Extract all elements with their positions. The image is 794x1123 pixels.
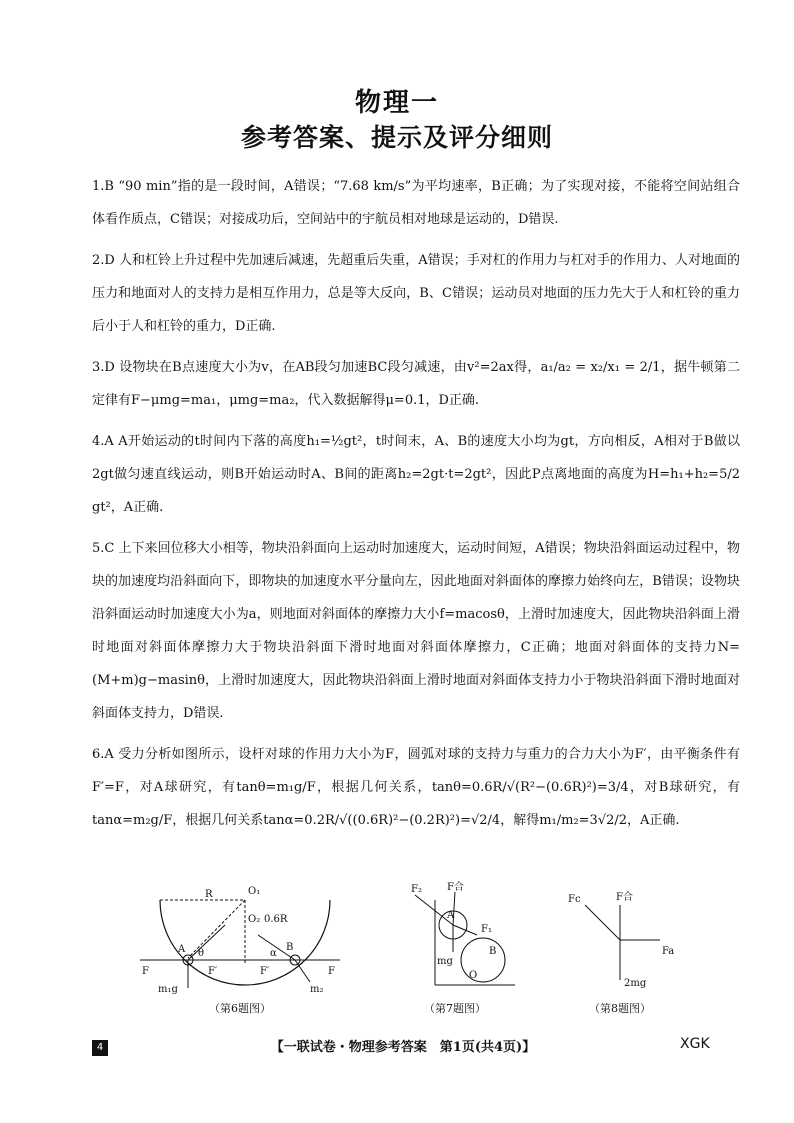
label-F-right: F [328,966,335,977]
answer-item-3 [92,351,740,417]
answer-list [92,170,740,845]
answer-item-5 [92,532,740,730]
figure-6-caption: （第6题图） [209,1002,271,1015]
label-2mg: 2mg [624,978,647,989]
page-title: 物理一 [354,88,439,118]
label-mg: mg [437,956,453,967]
label-B: B [489,946,497,957]
answer-text: 5.C 上下来回位移大小相等，物块沿斜面向上运动时加速度大，运动时间短，A错误；物块沿斜面运动过程中，物块的加速度均沿斜面向下，即物块的加速度水平分量向左，因此地面对斜面体的摩擦力始终向左，B错误；设物块沿斜面运动时加速度大小为a，则地面对斜面体的摩擦力大小f=macosθ，上滑时加速度大，因此物块沿斜面上滑时地面对斜面体摩擦力大于物块沿斜面下滑时地面对斜面体摩擦力，C正确；地面对斜面体的支持力N=(M+m)g−masinθ，上滑时加速度大，因此物块沿斜面上滑时地面对斜面体支持力小于物块沿斜面下滑时地面对斜面体支持力，D错误. [92,541,740,721]
label-Fhe: F合 [616,892,633,903]
label-F2: F₂ [411,884,422,895]
figure-row [140,880,700,1020]
figure-7-diagram [385,880,525,998]
label-Fprime-1: F′ [208,966,218,977]
label-F1: F₁ [481,924,492,935]
label-F-left: F [142,966,149,977]
page-subtitle: 参考答案、提示及评分细则 [240,123,553,152]
label-Fprime-2: F′ [260,966,270,977]
label-O: O [469,970,478,981]
answer-text: 4.A A开始运动的t时间内下落的高度h₁=½gt²，t时间末，A、B的速度大小均为gt，方向相反，A相对于B做以2gt做匀速直线运动，则B开始运动时A、B间的距离h₂=2gt·t=2gt²，因此P点离地面的高度为H=h₁+h₂=5/2 gt²，A正确. [92,434,740,515]
label-m2: m₂ [310,984,324,995]
answer-item-6 [92,738,740,837]
footer-title: 【一联试卷・物理参考答案 第1页(共4页)】 [270,1040,536,1055]
figure-6-diagram [140,880,340,998]
figure-6 [140,880,340,1016]
figure-8-diagram [560,880,680,998]
figure-7 [385,880,525,1016]
answer-text: 3.D 设物块在B点速度大小为v，在AB段匀加速BC段匀减速，由v²=2ax得，a₁/a₂ = x₂/x₁ = 2/1，据牛顿第二定律有F−μmg=ma₁，μmg=ma₂，代入数据解得μ=0.1，D正确. [92,360,740,408]
label-B: B [286,942,294,953]
page-marker: 4 [92,1040,108,1056]
label-0-6R: 0.6R [264,914,288,925]
label-O2: O₂ [248,914,261,925]
answer-item-1 [92,170,740,236]
label-A: A [178,944,186,955]
footer-code: XGK [680,1036,710,1052]
answer-text: 6.A 受力分析如图所示，设杆对球的作用力大小为F，圆弧对球的支持力与重力的合力大小为F′，由平衡条件有F′=F，对A球研究，有tanθ=m₁g/F，根据几何关系，tanθ=0.6R/√(R²−(0.6R)²)=3/4，对B球研究，有tanα=m₂g/F，根据几何关系tanα=0.2R/√((0.6R)²−(0.2R)²)=√2/4，解得m₁/m₂=3√2/2，A正确. [92,747,740,828]
figure-7-caption: （第7题图） [424,1002,486,1015]
answer-item-4 [92,425,740,524]
label-O1: O₁ [248,886,261,897]
label-Fa: Fa [662,946,675,957]
label-alpha: α [270,948,277,959]
figure-8-caption: （第8题图） [589,1002,651,1015]
label-Fc: Fc [568,894,581,905]
answer-text: 2.D 人和杠铃上升过程中先加速后减速，先超重后失重，A错误；手对杠的作用力与杠对手的作用力、人对地面的压力和地面对人的支持力是相互作用力，总是等大反向，B、C错误；运动员对地面的压力先大于人和杠铃的重力后小于人和杠铃的重力，D正确. [92,253,740,334]
figure-8 [560,880,680,1016]
label-m1g: m₁g [158,984,178,995]
label-theta: θ [198,948,205,959]
label-R: R [205,889,213,900]
answer-text: 1.B “90 min”指的是一段时间，A错误；“7.68 km/s”为平均速率，B正确；为了实现对接，不能将空间站组合体看作质点，C错误；对接成功后，空间站中的宇航员相对地球是运动的，D错误. [92,179,740,227]
label-A: A [447,910,455,921]
answer-item-2 [92,244,740,343]
label-Fhe: F合 [447,882,464,893]
